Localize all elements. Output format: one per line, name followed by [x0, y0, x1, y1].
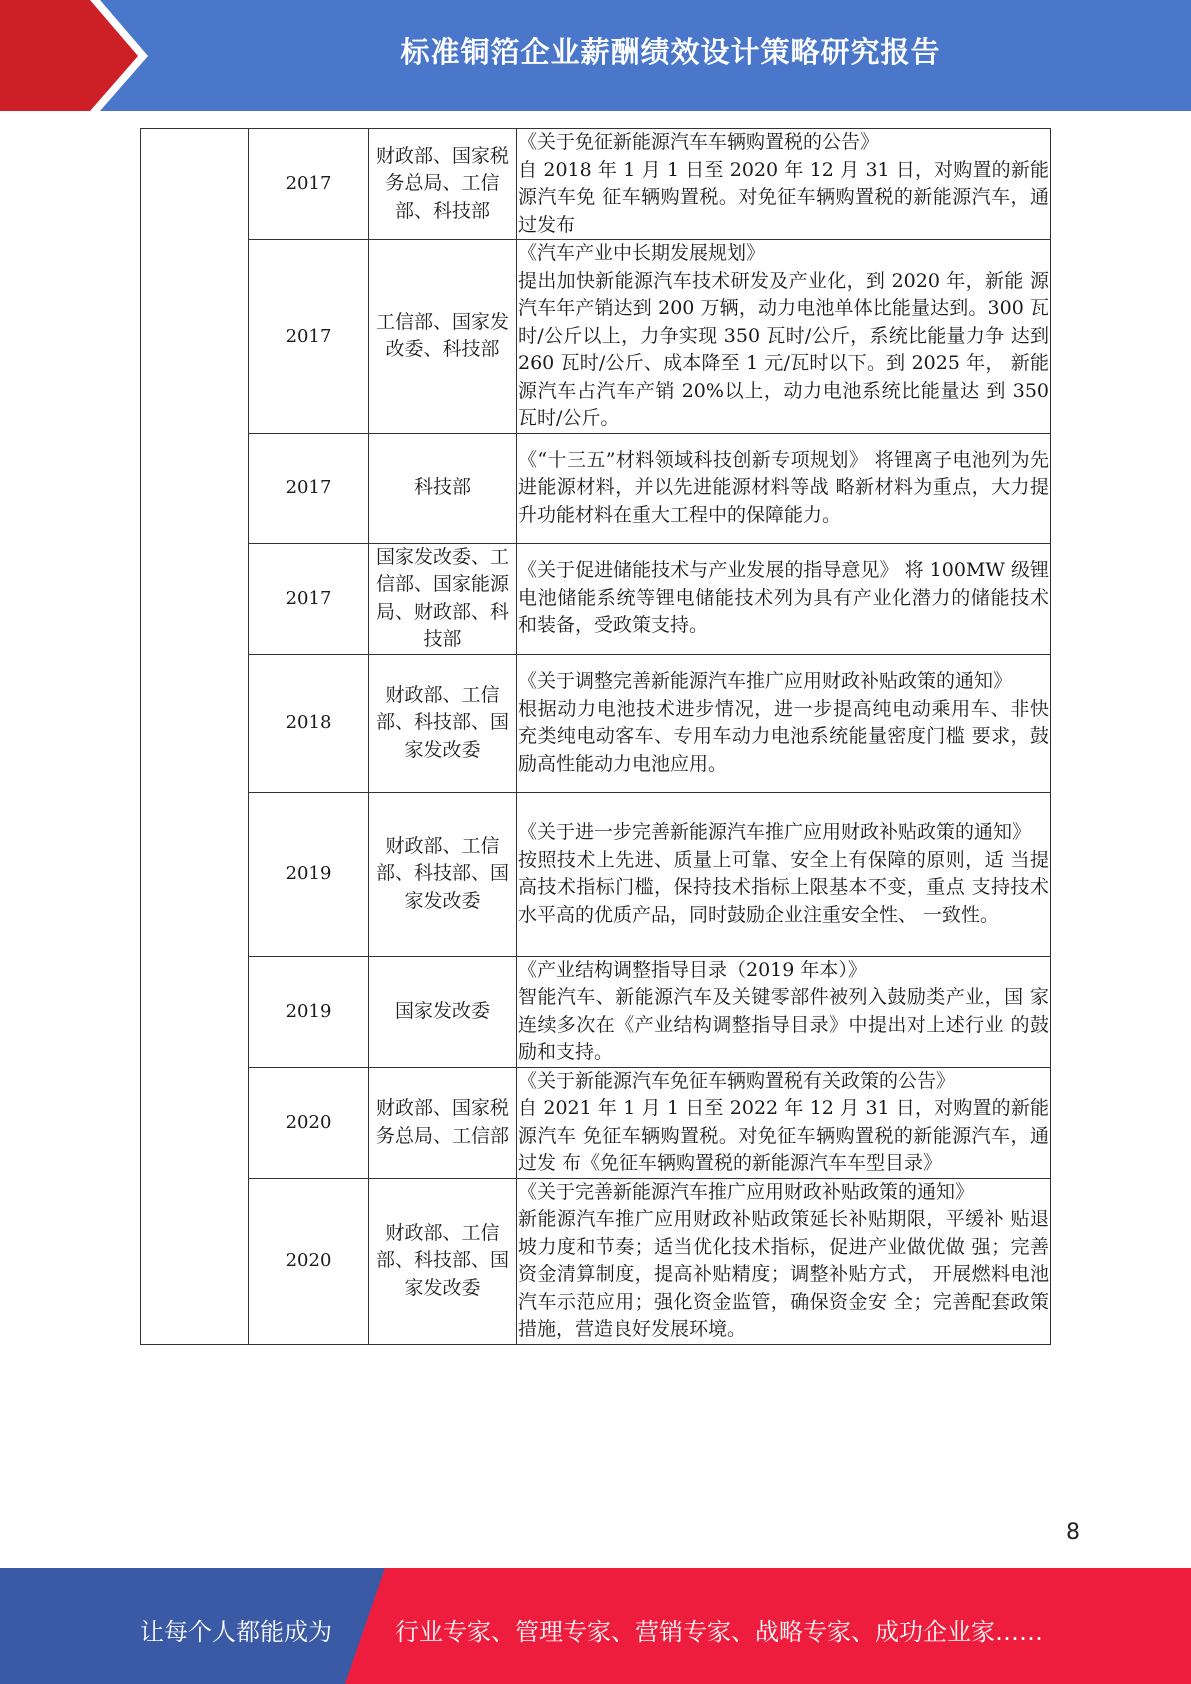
- policy-description: 智能汽车、新能源汽车及关键零部件被列入鼓励类产业，国 家连续多次在《产业结构调整指导目录》中提出对上述行业 的鼓励和支持。: [518, 986, 1049, 1063]
- policy-content-cell: [517, 433, 1051, 543]
- policy-content-cell: [517, 129, 1051, 240]
- year-cell: 2020: [249, 1178, 369, 1344]
- policy-content-cell: [517, 543, 1051, 654]
- year-cell: 2019: [249, 956, 369, 1067]
- table-row: [141, 1178, 1051, 1344]
- year-cell: 2017: [249, 240, 369, 434]
- policy-content-cell: [517, 956, 1051, 1067]
- table-row: [141, 1067, 1051, 1178]
- year-cell: 2017: [249, 543, 369, 654]
- policy-description: 根据动力电池技术进步情况，进一步提高纯电动乘用车、非快充类纯电动客车、专用车动力电池系统能量密度门槛 要求，鼓励高性能动力电池应用。: [518, 697, 1049, 775]
- policy-description: 《关于促进储能技术与产业发展的指导意见》 将 100MW 级锂电池储能系统等锂电储能技术列为具有产业化潜力的储能技术和装备，受政策支持。: [518, 559, 1049, 637]
- page-number: 8: [1066, 1520, 1080, 1545]
- policy-description: 《“十三五”材料领域科技创新专项规划》 将锂离子电池列为先进能源材料，并以先进能源材料等战 略新材料为重点，大力提升功能材料在重大工程中的保障能力。: [518, 448, 1049, 526]
- policy-description: 自 2021 年 1 月 1 日至 2022 年 12 月 31 日，对购置的新能源汽车 免征车辆购置税。对免征车辆购置税的新能源汽车，通过发 布《免征车辆购置税的新能源汽车车型目录》: [518, 1097, 1049, 1174]
- table-row: [141, 240, 1051, 434]
- page-header: [0, 0, 1191, 111]
- policy-title: 《关于新能源汽车免征车辆购置税有关政策的公告》: [518, 1069, 956, 1092]
- footer-slogan-left: 让每个人都能成为: [140, 1618, 332, 1646]
- footer-slogan-right: 行业专家、管理专家、营销专家、战略专家、成功企业家……: [395, 1618, 1043, 1646]
- department-cell: 国家发改委、工 信部、国家能源 局、财政部、科 技部: [369, 543, 517, 654]
- policy-content-cell: [517, 240, 1051, 434]
- policy-title: 《汽车产业中长期发展规划》: [518, 242, 766, 264]
- table-row: [141, 654, 1051, 792]
- policy-title: 《关于进一步完善新能源汽车推广应用财政补贴政策的通知》: [518, 821, 1032, 843]
- department-cell: 财政部、工信部、科技部、国 家发改委: [369, 1178, 517, 1344]
- policy-content-cell: [517, 1067, 1051, 1178]
- table-row: [141, 956, 1051, 1067]
- department-cell: 国家发改委: [369, 956, 517, 1067]
- year-cell: 2019: [249, 792, 369, 956]
- year-cell: 2020: [249, 1067, 369, 1178]
- department-cell: 财政部、国家税 务总局、工信 部、科技部: [369, 129, 517, 240]
- policy-description: 按照技术上先进、质量上可靠、安全上有保障的原则，适 当提高技术指标门槛，保持技术指标上限基本不变，重点 支持技术水平高的优质产品，同时鼓励企业注重安全性、 一致性。: [518, 848, 1049, 926]
- table-row: [141, 433, 1051, 543]
- page-footer: [0, 1568, 1191, 1684]
- table-row: [141, 792, 1051, 956]
- header-red-arrow-decoration: [0, 0, 140, 111]
- year-cell: 2018: [249, 654, 369, 792]
- policy-title: 《关于完善新能源汽车推广应用财政补贴政策的通知》: [518, 1180, 975, 1203]
- policy-title: 《关于免征新能源汽车车辆购置税的公告》: [518, 131, 880, 153]
- policy-table: [140, 128, 1051, 1345]
- department-cell: 财政部、工信部、科技部、国 家发改委: [369, 792, 517, 956]
- department-cell: 科技部: [369, 433, 517, 543]
- policy-title: 《关于调整完善新能源汽车推广应用财政补贴政策的通知》: [518, 670, 1013, 692]
- table-row: [141, 543, 1051, 654]
- policy-content-cell: [517, 654, 1051, 792]
- department-cell: 财政部、工信部、科技部、国 家发改委: [369, 654, 517, 792]
- year-cell: 2017: [249, 433, 369, 543]
- department-cell: 财政部、国家税务总局、工信部: [369, 1067, 517, 1178]
- policy-content-cell: [517, 1178, 1051, 1344]
- category-cell: [141, 129, 249, 1345]
- policy-content-cell: [517, 792, 1051, 956]
- policy-description: 自 2018 年 1 月 1 日至 2020 年 12 月 31 日，对购置的新能源汽车免 征车辆购置税。对免征车辆购置税的新能源汽车，通过发布: [518, 158, 1049, 236]
- policy-description: 提出加快新能源汽车技术研发及产业化，到 2020 年，新能 源汽车年产销达到 200 万辆，动力电池单体比能量达到。300 瓦时/公斤以上，力争实现 350 瓦时/公斤，系统比能量力争 达到 260 瓦时/公斤、成本降至 1 元/瓦时以下。到 2025 年， 新能源汽车占汽车产销 20%以上，动力电池系统比能量达 到 350 瓦时/公斤。: [518, 269, 1049, 429]
- department-cell: 工信部、国家发 改委、科技部: [369, 240, 517, 434]
- policy-title: 《产业结构调整指导目录（2019 年本）》: [518, 958, 867, 981]
- report-title: 标准铜箔企业薪酬绩效设计策略研究报告: [400, 35, 941, 69]
- table-row: [141, 129, 1051, 240]
- year-cell: 2017: [249, 129, 369, 240]
- policy-description: 新能源汽车推广应用财政补贴政策延长补贴期限，平缓补 贴退坡力度和节奏；适当优化技术指标，促进产业做优做 强；完善资金清算制度，提高补贴精度；调整补贴方式， 开展燃料电池汽车示范应用；强化资金监管，确保资金安 全；完善配套政策措施，营造良好发展环境。: [518, 1208, 1049, 1340]
